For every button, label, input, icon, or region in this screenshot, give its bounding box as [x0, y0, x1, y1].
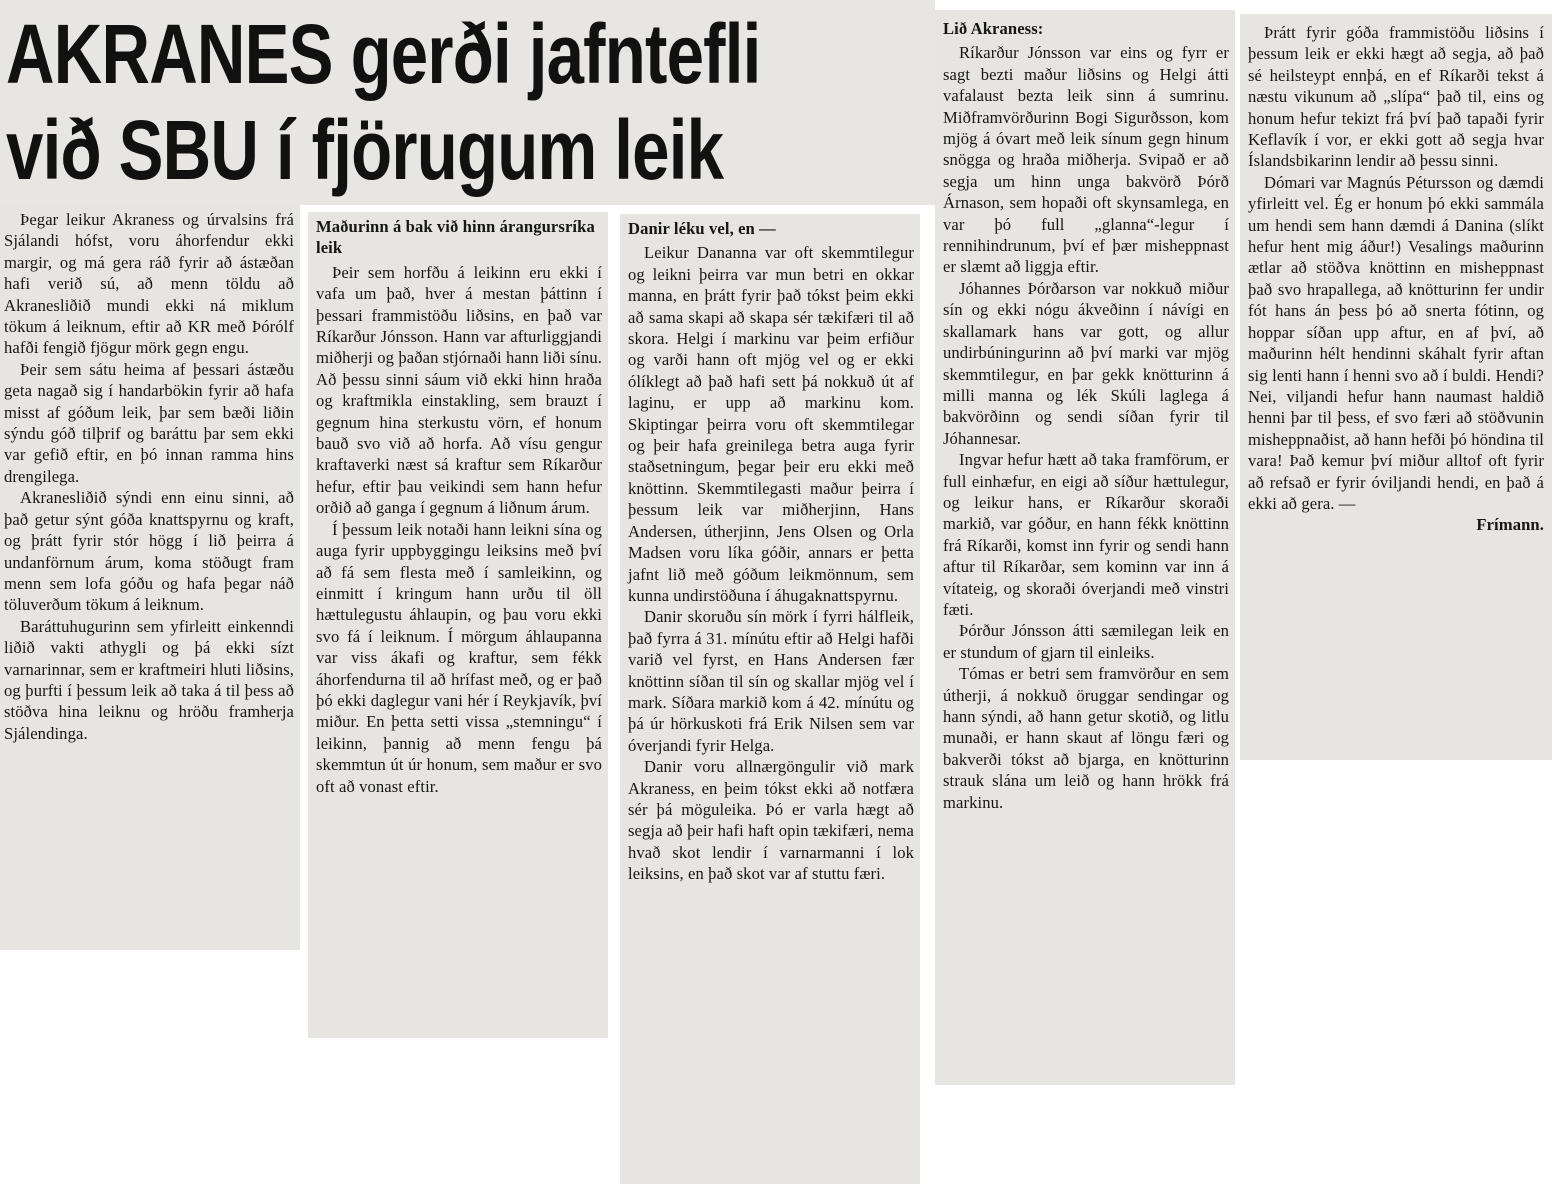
column-3-paragraph: Danir skoruðu sín mörk í fyrri hálfleik, það fyrra á 31. mínútu eftir að Helgi hafði varið vel fyrst, en Hans Andersen fær knöttinn síðan til sín og skallar mjög vel í mark. Síðara markið kom á 42. mínútu og þá úr hörkuskoti frá Erik Nilsen sem var óverjandi fyrir Helga. — [628, 607, 914, 755]
column-1-paragraph: Baráttuhugurinn sem yfirleitt einkenndi liðið vakti athygli og þá ekki sízt varnarinnar, sem er kraftmeiri hluti liðsins, og þurfti í þessum leik að taka á til þess að stöðva hina leiknu og hröðu framherja Sjálendinga. — [4, 616, 294, 743]
article-column-2 — [308, 212, 608, 1038]
headline-block — [0, 0, 935, 205]
column-4-paragraph: Jóhannes Þórðarson var nokkuð miður sín og ekki nógu ákveðinn í návígi en skallamark hans var gott, og allur undirbúningurinn að því marki var mjög skemmtilegur, en þar gekk knötturinn á milli manna og lék Skúli laglega á bakvörðinn og sendi síðan fyrir til Jóhannesar. — [943, 278, 1229, 448]
column-4-paragraph: Ingvar hefur hætt að taka framförum, er full einhæfur, en eigi að síður hættulegur, og leikur hans, er Ríkarður skoraði markið, var góður, en hann fékk knöttinn frá Ríkarði, komst inn fyrir og sendi hann aftur til Ríkarðar, sem kominn var inn á vítateig, og skoraði óverjandi með vinstri fæti. — [943, 450, 1229, 619]
author-signature: Frímann. — [1476, 515, 1544, 535]
column-2-subheading: Maðurinn á bak við hinn árangursríka leik — [316, 217, 595, 258]
column-1-paragraph: Þegar leikur Akraness og úrvalsins frá Sjálandi hófst, voru áhorfendur ekki margir, og má gera ráð fyrir að ástæðan hafi verið sú, að menn töldu að Akranesliðið mundi ekki ná miklum tökum á leiknum, eftir að KR með Þórólf hafði fengið fjögur mörk gegn engu. — [4, 210, 294, 358]
column-4-paragraph: Tómas er betri sem framvörður en sem útherji, á nokkuð öruggar sendingar og hann sýndi, að hann getur skotið, og litlu munaði, er hann skaut af löngu færi og bakverði tókst að bjarga, en knötturinn strauk slána um leið og hann hrökk frá markinu. — [943, 664, 1229, 812]
column-5-paragraph: Dómari var Magnús Pétursson og dæmdi yfirleitt vel. Ég er honum þó ekki sammála um hendi sem hann dæmdi á Danina (slíkt hefur hent mig áður!) Vesalings maðurinn ætlar að stöðva knöttinn en misheppnast það svo hrapallega, að knötturinn fer undir fót hans án þess þó að snerta fótinn, og hoppar síðan upp aftur, en af því, að maðurinn hélt hendinni skáhalt fyrir aftan sig lenti hann í henni svo að í buldi. Hendi? Nei, viljandi hefur hann naumast haldið henni þar til þess, ef svo færi að stöðvunin misheppnaðist, að hann hefði þó höndina til vara! Það kemur því miður alltof oft fyrir að refsað er fyrir óviljandi hendi, en það á ekki að gera. — — [1248, 172, 1544, 513]
headline-line-1: AKRANES gerði jafntefli — [6, 7, 761, 101]
article-column-4 — [935, 10, 1235, 1085]
column-2-paragraph: Í þessum leik notaði hann leikni sína og auga fyrir uppbyggingu leiksins með því að fá sem flesta með í samleikinn, og einmitt í kringum hann urðu til öll hættulegustu áhlaupin, og þau voru ekki svo fá í leiknum. Í mörgum áhlaupanna var viss ákafi og kraftur, sem fékk áhorfendurna til að hrífast með, og er það þó ekki daglegur vani hér í Reykjavík, því miður. En þetta setti vissa „stemningu“ í leikinn, þannig að menn fengu þá skemmtun út úr honum, sem maður er svo oft að vonast eftir. — [316, 519, 602, 796]
column-3-subheading: Danir léku vel, en — — [628, 219, 776, 238]
column-5-paragraph: Þrátt fyrir góða frammistöðu liðsins í þessum leik er ekki hægt að segja, að það sé heilsteypt ennþá, en ef Ríkarði tekst á næstu vikunum að „slípa“ það til, eins og honum hefur tekizt frá því það tapaði fyrir Keflavík í vor, er ekki gott að segja hvar Íslandsbikarinn lendir að þessu sinni. — [1248, 23, 1544, 171]
column-4-subheading: Lið Akraness: — [943, 19, 1044, 38]
column-3-paragraph: Danir voru allnærgöngulir við mark Akraness, en þeim tókst ekki að notfæra sér þá möguleika. Þó er varla hægt að segja að þeir hafi haft opin tækifæri, nema hvað skot lendir í varnarmanni í lok leiksins, en það skot var af stuttu færi. — [628, 757, 914, 884]
article-column-1 — [0, 205, 300, 950]
headline-line-2: við SBU í fjörugum leik — [6, 103, 724, 197]
article-column-5 — [1240, 14, 1552, 760]
column-2-paragraph: Þeir sem horfðu á leikinn eru ekki í vafa um það, hver á mestan þáttinn í þessari frammistöðu liðsins, en það var Ríkarður Jónsson. Hann var afturliggjandi miðherji og þaðan stjórnaði hann liði sínu. Að þessu sinni sáum við ekki hinn hraða og kraftmikla einstakling, sem brauzt í gegnum hina sterkustu vörn, ef honum bauð svo við að horfa. Að vísu gengur kraftaverki næst sá kraftur sem Ríkarður hefur, eftir þau veikindi sem hann hefur orðið að ganga í gegnum á liðnum árum. — [316, 262, 602, 518]
article-column-3 — [620, 214, 920, 1184]
column-4-paragraph: Þórður Jónsson átti sæmilegan leik en er stundum of gjarn til einleiks. — [943, 621, 1229, 662]
column-3-paragraph: Leikur Dananna var oft skemmtilegur og leikni þeirra var mun betri en okkar manna, en þrátt fyrir það tókst þeim ekki að sama skapi að skapa sér tækifæri til að skora. Helgi í markinu var þeim erfiður og varði hann oft mjög vel og er ekki ólíklegt að það hafi sett þá nokkuð út af laginu, er upp að markinu kom. Skiptingar þeirra voru oft skemmtilegar og þeir hafa greinilega betra auga fyrir staðsetningum, þegar þeir eru ekki með knöttinn. Skemmtilegasti maður þeirra í þessum leik var miðherjinn, Hans Andersen, útherjinn, Jens Olsen og Orla Madsen voru líka góðir, annars er þetta jafnt lið með góðum leikmönnum, sem kunna undirstöðuna í áhugaknattspyrnu. — [628, 243, 914, 605]
column-1-paragraph: Þeir sem sátu heima af þessari ástæðu geta nagað sig í handarbökin fyrir að hafa misst af góðum leik, þar sem bæði liðin sýndu góð tilþrif og baráttu þar sem ekki var gefið eftir, en þó innan ramma hins drengilega. — [4, 359, 294, 486]
column-1-paragraph: Akranesliðið sýndi enn einu sinni, að það getur sýnt góða knattspyrnu og kraft, og þrátt fyrir stór högg í lið þeirra á undanförnum árum, koma stöðugt fram menn sem lofa góðu og hafa þegar náð töluverðum tökum á leiknum. — [4, 488, 294, 615]
column-4-paragraph: Ríkarður Jónsson var eins og fyrr er sagt bezti maður liðsins og Helgi átti vafalaust bezta leik sinn á sumrinu. Miðframvörðurinn Bogi Sigurðsson, kom mjög á óvart með leik sínum gegn hinum snögga og hraða miðherja. Svipað er að segja um hinn unga bakvörð Þórð Árnason, sem hopaði oft skynsamlega, en var þó full „glanna“-legur í rennihindrunum, því ef þær misheppnast er slæmt að liggja eftir. — [943, 43, 1229, 277]
